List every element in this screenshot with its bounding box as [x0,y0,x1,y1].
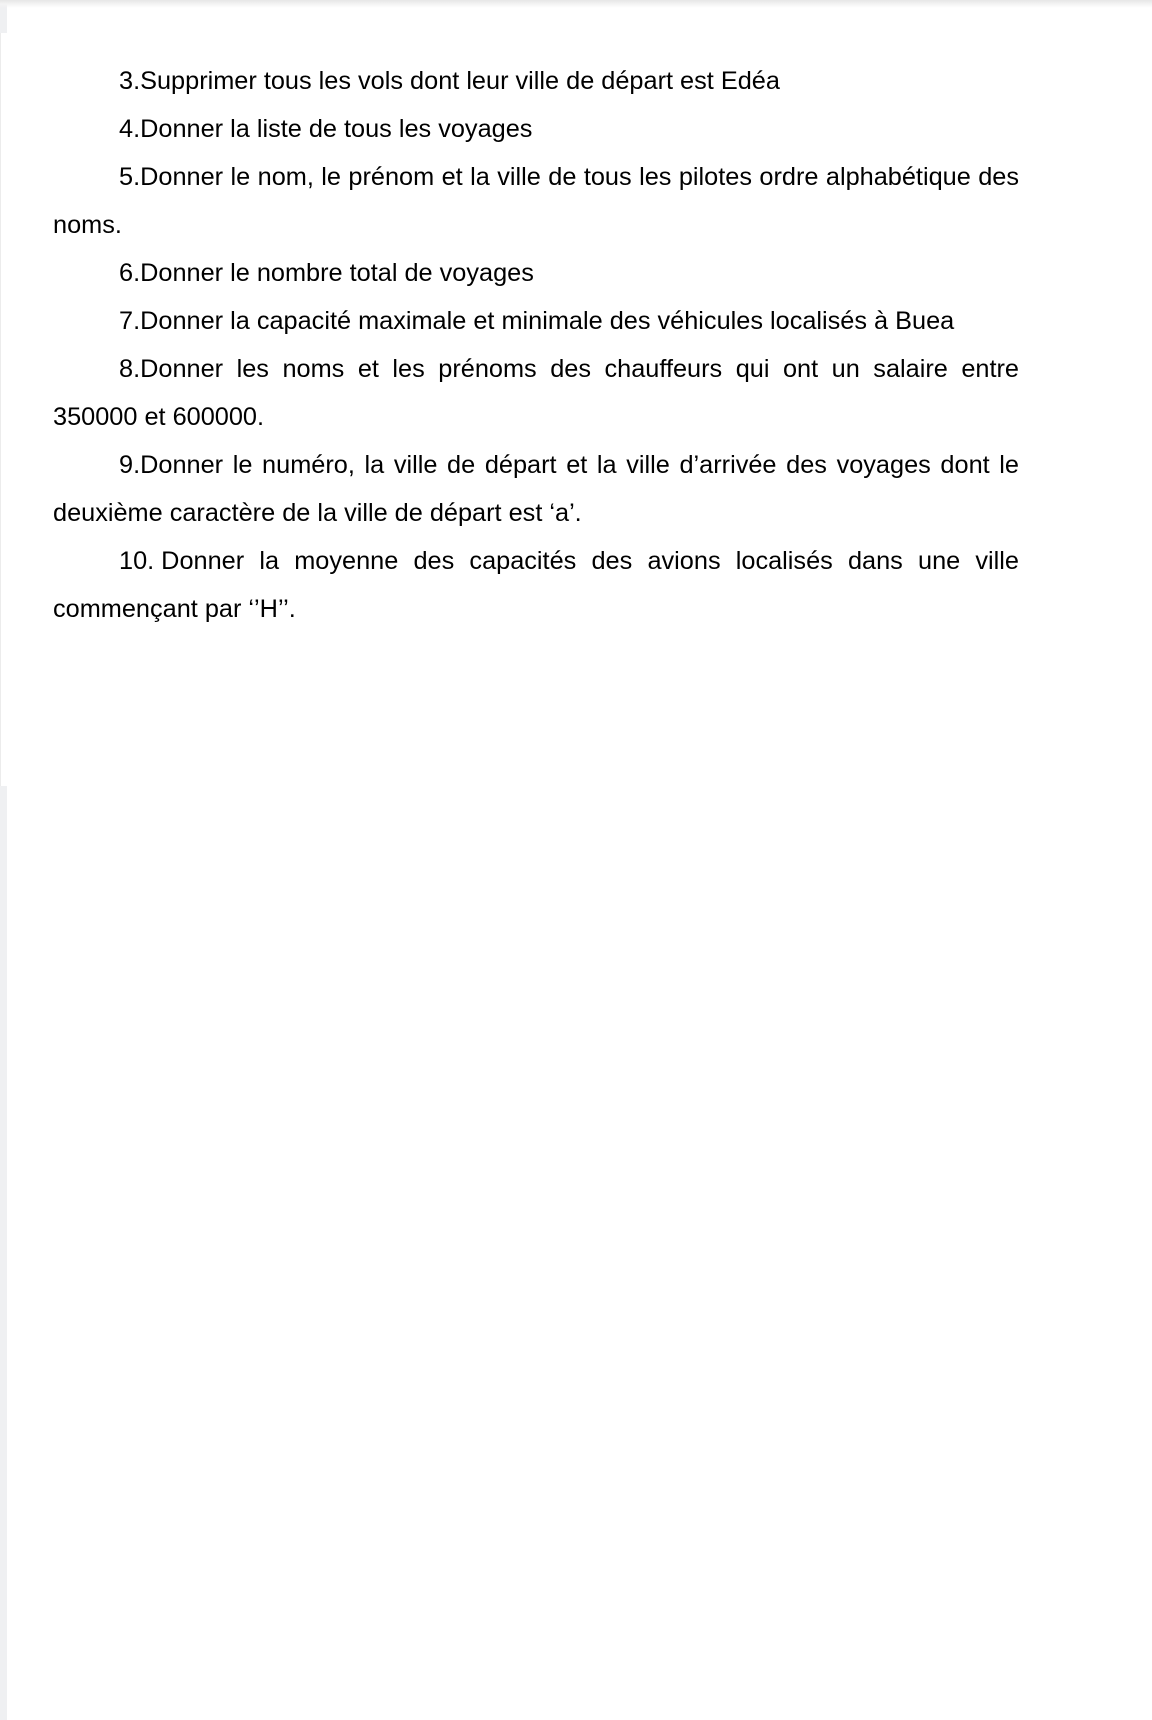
list-item-6 [53,249,1019,297]
list-item-10 [53,537,1019,633]
item-number: 4. [119,115,141,143]
question-list [53,57,1019,633]
item-number: 3. [119,67,141,95]
item-text: Donner la capacité maximale et minimale des véhicules localisés à Buea [140,307,955,335]
list-item-9 [53,441,1019,537]
list-item-8 [53,345,1019,441]
item-text: Donner la moyenne des capacités des avions localisés dans une ville commençant par ‘’H’’. [53,547,1019,623]
list-item-3 [53,57,1019,105]
item-number: 6. [119,259,141,287]
viewer-top-shadow [0,0,1152,8]
viewer-gutter-bottom [0,786,7,1720]
document-page [7,0,1152,1720]
page-left-edge [0,33,1,786]
list-item-7 [53,297,1019,345]
item-number: 7. [119,307,141,335]
list-item-4 [53,105,1019,153]
item-text: Donner le nom, le prénom et la ville de tous les pilotes ordre alphabétique des noms. [53,163,1019,239]
item-number: 10. [119,547,155,575]
item-text: Donner la liste de tous les voyages [140,115,533,143]
item-number: 9. [119,451,141,479]
item-text: Donner le numéro, la ville de départ et la ville d’arrivée des voyages dont le deuxième caractère de la ville de départ est ‘a’. [53,451,1019,527]
item-number: 8. [119,355,141,383]
item-number: 5. [119,163,141,191]
item-text: Supprimer tous les vols dont leur ville de départ est Edéa [140,67,780,95]
item-text: Donner le nombre total de voyages [140,259,534,287]
item-text: Donner les noms et les prénoms des chauffeurs qui ont un salaire entre 350000 et 600000. [53,355,1019,431]
list-item-5 [53,153,1019,249]
